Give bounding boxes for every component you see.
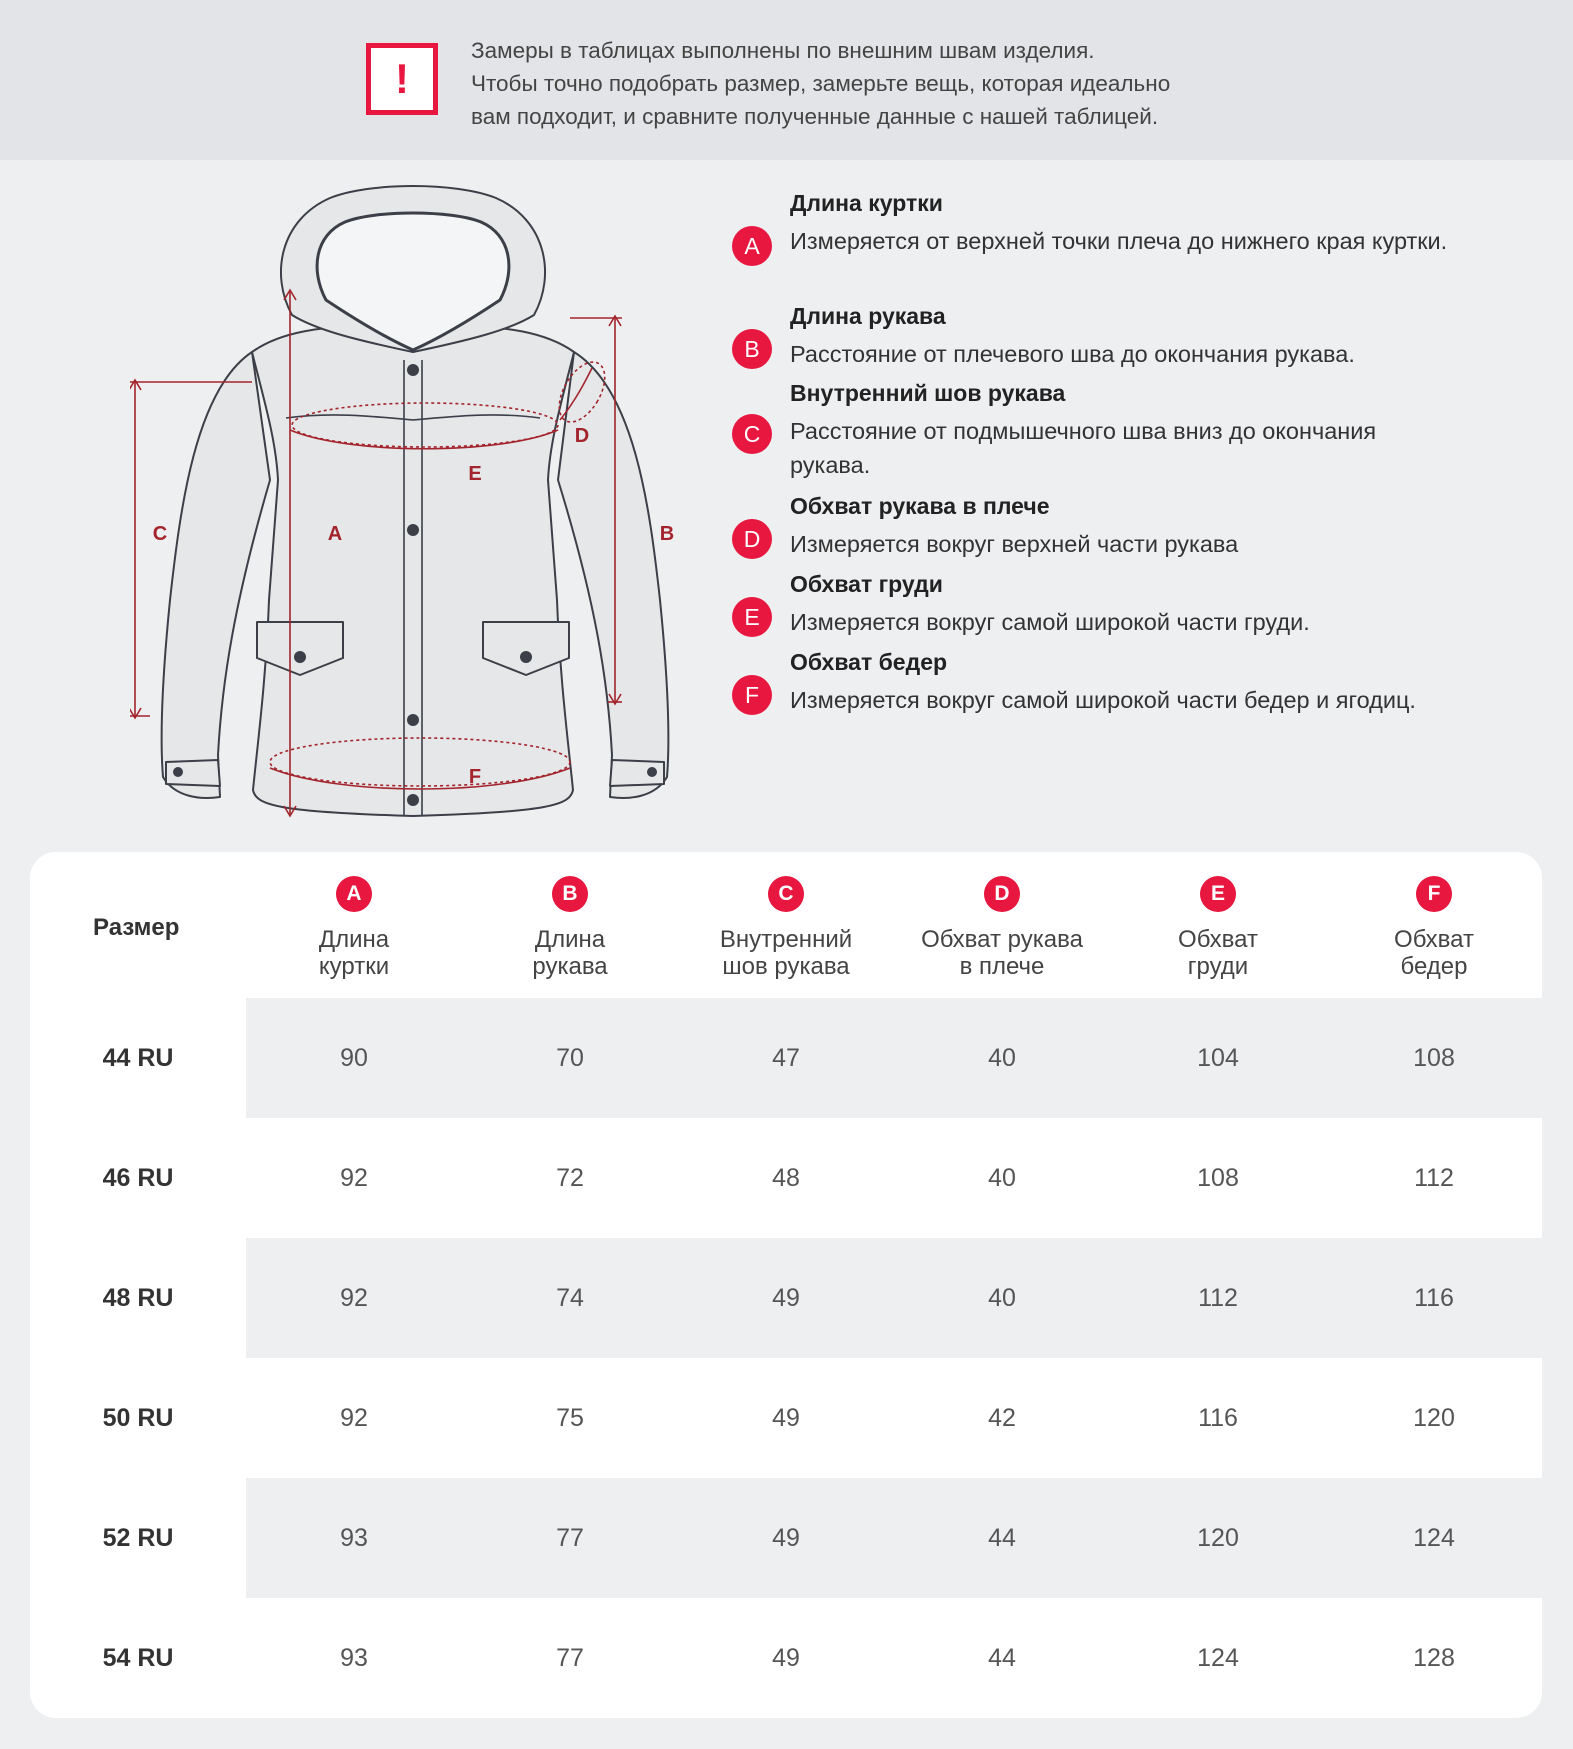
badge-f: F bbox=[732, 675, 772, 715]
legend-desc: Измеряется вокруг верхней части рукава bbox=[790, 531, 1239, 557]
table-row bbox=[30, 998, 1542, 1118]
legend-desc: Измеряется вокруг самой широкой части бедер и ягодиц. bbox=[790, 687, 1416, 713]
value-cell: 49 bbox=[772, 1524, 800, 1552]
button bbox=[407, 524, 419, 536]
table-row bbox=[30, 1238, 1542, 1358]
value-cell: 120 bbox=[1197, 1524, 1239, 1552]
diagram-label-c: C bbox=[152, 523, 168, 545]
value-cell: 92 bbox=[340, 1284, 368, 1312]
size-cell: 52 RU bbox=[102, 1524, 174, 1552]
button bbox=[407, 794, 419, 806]
legend-title: Обхват бедер bbox=[790, 649, 948, 675]
notice-line: вам подходит, и сравните полученные данные с нашей таблицей. bbox=[471, 104, 1159, 129]
diagram-label-f: F bbox=[468, 766, 482, 788]
size-column-header: Размер bbox=[93, 914, 180, 941]
legend-title: Длина куртки bbox=[790, 190, 943, 216]
legend-title: Обхват груди bbox=[790, 571, 943, 597]
exclamation-icon bbox=[366, 43, 438, 115]
badge-f: F bbox=[1416, 876, 1452, 912]
value-cell: 40 bbox=[988, 1044, 1016, 1072]
value-cell: 48 bbox=[772, 1164, 800, 1192]
column-header-c bbox=[678, 876, 894, 980]
value-cell: 120 bbox=[1413, 1404, 1455, 1432]
value-cell: 44 bbox=[988, 1524, 1016, 1552]
value-cell: 72 bbox=[556, 1164, 584, 1192]
table-row bbox=[30, 1118, 1542, 1238]
value-cell: 49 bbox=[772, 1404, 800, 1432]
button bbox=[407, 364, 419, 376]
legend-desc: Расстояние от плечевого шва до окончания рукава. bbox=[790, 341, 1355, 367]
column-header-e bbox=[1110, 876, 1326, 980]
value-cell: 42 bbox=[988, 1404, 1016, 1432]
badge-e: E bbox=[732, 597, 772, 637]
jacket-body bbox=[252, 327, 574, 816]
value-cell: 112 bbox=[1414, 1164, 1454, 1192]
value-cell: 112 bbox=[1198, 1284, 1238, 1312]
size-cell: 46 RU bbox=[102, 1164, 174, 1192]
legend-title: Внутренний шов рукава bbox=[790, 380, 1066, 406]
pocket-button bbox=[294, 651, 306, 663]
value-cell: 49 bbox=[772, 1284, 800, 1312]
jacket-diagram bbox=[130, 180, 720, 830]
value-cell: 124 bbox=[1197, 1644, 1239, 1672]
table-row bbox=[30, 1358, 1542, 1478]
value-cell: 108 bbox=[1413, 1044, 1455, 1072]
pocket-button bbox=[520, 651, 532, 663]
badge-b: B bbox=[732, 329, 772, 369]
badge-d: D bbox=[984, 876, 1020, 912]
value-cell: 75 bbox=[556, 1404, 584, 1432]
legend-desc: Расстояние от подмышечного шва вниз до окончания рукава. bbox=[790, 418, 1377, 478]
badge-c: C bbox=[732, 414, 772, 454]
size-cell: 50 RU bbox=[102, 1404, 174, 1432]
value-cell: 92 bbox=[340, 1164, 368, 1192]
diagram-label-e: E bbox=[468, 463, 482, 485]
value-cell: 116 bbox=[1414, 1284, 1454, 1312]
badge-a: A bbox=[336, 876, 372, 912]
value-cell: 108 bbox=[1197, 1164, 1239, 1192]
column-label: Обхват груди bbox=[1178, 926, 1258, 980]
column-header-f bbox=[1326, 876, 1542, 980]
column-header-a bbox=[246, 876, 462, 980]
size-cell: 48 RU bbox=[102, 1284, 174, 1312]
table-row bbox=[30, 1478, 1542, 1598]
notice-line: Замеры в таблицах выполнены по внешним швам изделия. bbox=[471, 38, 1095, 63]
diagram-label-d: D bbox=[574, 425, 590, 447]
size-table bbox=[30, 852, 1542, 1718]
legend-title: Длина рукава bbox=[790, 303, 946, 329]
badge-e: E bbox=[1200, 876, 1236, 912]
value-cell: 70 bbox=[556, 1044, 584, 1072]
column-label: Обхват рукава в плече bbox=[921, 926, 1083, 980]
diagram-label-b: B bbox=[659, 523, 675, 545]
left-sleeve bbox=[162, 352, 270, 798]
value-cell: 74 bbox=[556, 1284, 584, 1312]
value-cell: 128 bbox=[1413, 1644, 1455, 1672]
legend-desc: Измеряется от верхней точки плеча до нижнего края куртки. bbox=[790, 228, 1448, 254]
value-cell: 90 bbox=[340, 1044, 368, 1072]
value-cell: 49 bbox=[772, 1644, 800, 1672]
table-row bbox=[30, 1598, 1542, 1718]
badge-c: C bbox=[768, 876, 804, 912]
badge-b: B bbox=[552, 876, 588, 912]
value-cell: 47 bbox=[772, 1044, 800, 1072]
size-cell: 44 RU bbox=[102, 1044, 174, 1072]
column-label: Внутренний шов рукава bbox=[719, 926, 853, 980]
value-cell: 116 bbox=[1198, 1404, 1238, 1432]
value-cell: 40 bbox=[988, 1164, 1016, 1192]
column-header-d bbox=[894, 876, 1110, 980]
notice-text bbox=[471, 34, 1271, 133]
legend-title: Обхват рукава в плече bbox=[790, 493, 1050, 519]
column-label: Длина куртки bbox=[318, 926, 390, 980]
cuff-button bbox=[647, 767, 657, 777]
value-cell: 77 bbox=[556, 1524, 584, 1552]
badge-a: A bbox=[732, 226, 772, 266]
value-cell: 77 bbox=[556, 1644, 584, 1672]
size-cell: 54 RU bbox=[102, 1644, 174, 1672]
notice-line: Чтобы точно подобрать размер, замерьте вещь, которая идеально bbox=[471, 71, 1171, 96]
exclamation-glyph: ! bbox=[395, 55, 409, 102]
column-label: Длина рукава bbox=[532, 926, 608, 980]
value-cell: 93 bbox=[340, 1524, 368, 1552]
value-cell: 124 bbox=[1413, 1524, 1455, 1552]
legend-desc: Измеряется вокруг самой широкой части груди. bbox=[790, 609, 1310, 635]
value-cell: 92 bbox=[340, 1404, 368, 1432]
value-cell: 44 bbox=[988, 1644, 1016, 1672]
value-cell: 104 bbox=[1197, 1044, 1239, 1072]
notice-banner bbox=[0, 0, 1573, 160]
column-label: Обхват бедер bbox=[1394, 926, 1474, 980]
value-cell: 93 bbox=[340, 1644, 368, 1672]
column-header-b bbox=[462, 876, 678, 980]
value-cell: 40 bbox=[988, 1284, 1016, 1312]
button bbox=[407, 714, 419, 726]
diagram-label-a: A bbox=[327, 523, 343, 545]
cuff-button bbox=[173, 767, 183, 777]
badge-d: D bbox=[732, 519, 772, 559]
right-sleeve bbox=[558, 352, 668, 798]
